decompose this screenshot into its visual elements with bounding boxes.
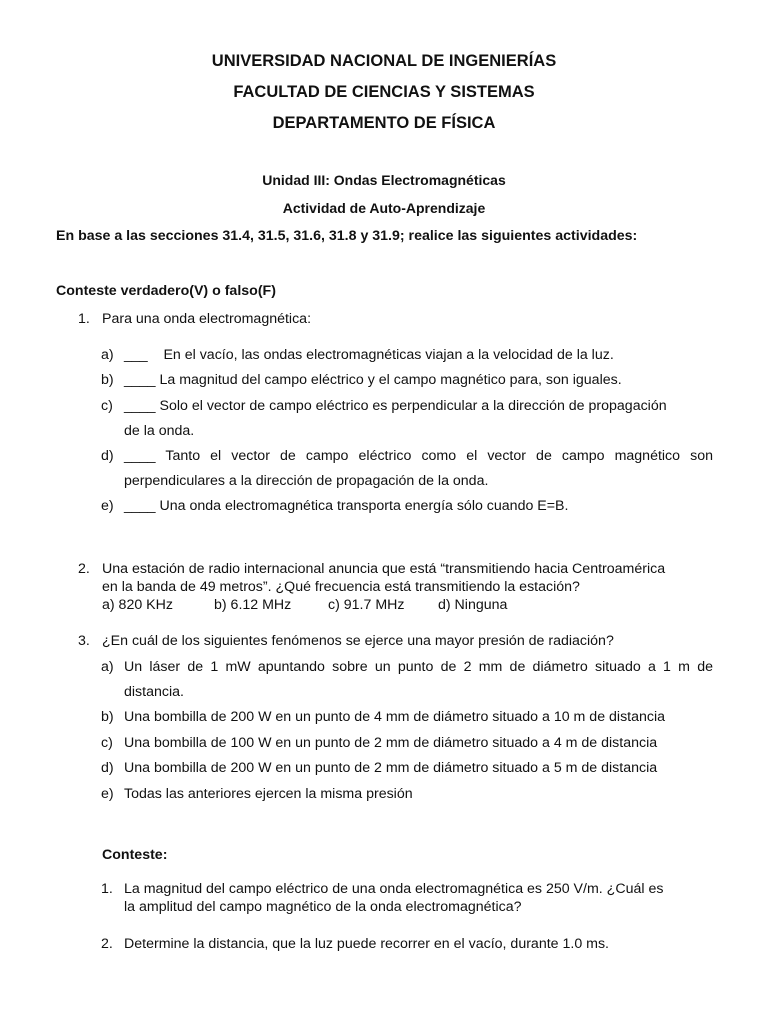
- q3-item-b-label: b): [101, 709, 114, 725]
- q2-option-a: a) 820 KHz: [102, 597, 173, 613]
- q1-item-b-label: b): [101, 372, 114, 388]
- q2-number: 2.: [78, 561, 90, 577]
- section1-title: Conteste verdadero(V) o falso(F): [56, 283, 276, 299]
- q1-text: Para una onda electromagnética:: [102, 311, 312, 327]
- q1-item-d-line1: ____ Tanto el vector de campo eléctrico como el vector de campo magnético son: [124, 448, 713, 464]
- university-title: UNIVERSIDAD NACIONAL DE INGENIERÍAS: [211, 52, 557, 70]
- faculty-title: FACULTAD DE CIENCIAS Y SISTEMAS: [233, 83, 535, 101]
- q3-item-c-label: c): [101, 735, 113, 751]
- q2-option-c: c) 91.7 MHz: [328, 597, 405, 613]
- s2-q2-line1: Determine la distancia, que la luz puede recorrer en el vacío, durante 1.0 ms.: [124, 936, 610, 952]
- q2-options: [102, 597, 507, 613]
- q1-item-a-label: a): [101, 347, 114, 363]
- q1-item-e-label: e): [101, 498, 114, 514]
- s2-q1-line1: La magnitud del campo eléctrico de una onda electromagnética es 250 V/m. ¿Cuál es: [124, 881, 664, 897]
- q3-item-a-label: a): [101, 659, 114, 675]
- q3-item-e-label: e): [101, 786, 114, 802]
- q3-item-d-label: d): [101, 760, 114, 776]
- unit-title: Unidad III: Ondas Electromagnéticas: [262, 172, 506, 188]
- q1-number: 1.: [78, 311, 90, 327]
- section2-title: Conteste:: [102, 847, 168, 863]
- q2-line2: en la banda de 49 metros”. ¿Qué frecuencia está transmitiendo la estación?: [102, 579, 580, 595]
- activity-title: Actividad de Auto-Aprendizaje: [282, 200, 486, 216]
- s2-q2-number: 2.: [101, 936, 113, 952]
- q3-number: 3.: [78, 633, 90, 649]
- q2-option-b: b) 6.12 MHz: [214, 597, 292, 613]
- q1-item-c-line1: ____ Solo el vector de campo eléctrico es perpendicular a la dirección de propagación: [124, 398, 667, 414]
- instructions: En base a las secciones 31.4, 31.5, 31.6, 31.8 y 31.9; realice las siguientes actividades:: [56, 228, 638, 244]
- q1-item-a: ___ En el vacío, las ondas electromagnéticas viajan a la velocidad de la luz.: [124, 347, 614, 363]
- q1-item-e: ____ Una onda electromagnética transporta energía sólo cuando E=B.: [124, 498, 569, 514]
- q1-item-d-label: d): [101, 448, 114, 464]
- department-title: DEPARTAMENTO DE FÍSICA: [272, 114, 496, 132]
- q3-item-b: Una bombilla de 200 W en un punto de 4 mm de diámetro situado a 10 m de distancia: [124, 709, 666, 725]
- q2-option-d: d) Ninguna: [438, 597, 508, 613]
- q1-item-c-line2: de la onda.: [124, 423, 195, 439]
- q1-item-b: ____ La magnitud del campo eléctrico y el campo magnético para, son iguales.: [124, 372, 622, 388]
- q3-text: ¿En cuál de los siguientes fenómenos se ejerce una mayor presión de radiación?: [102, 633, 614, 649]
- s2-q1-line2: la amplitud del campo magnético de la onda electromagnética?: [124, 899, 522, 915]
- q1-item-c-label: c): [101, 398, 113, 414]
- q3-item-e: Todas las anteriores ejercen la misma presión: [124, 786, 413, 802]
- q3-item-c: Una bombilla de 100 W en un punto de 2 mm de diámetro situado a 4 m de distancia: [124, 735, 658, 751]
- q1-item-d-line2: perpendiculares a la dirección de propagación de la onda.: [124, 473, 489, 489]
- q3-item-a-line1: Un láser de 1 mW apuntando sobre un punto de 2 mm de diámetro situado a 1 m de: [124, 659, 713, 675]
- q3-item-d: Una bombilla de 200 W en un punto de 2 mm de diámetro situado a 5 m de distancia: [124, 760, 658, 776]
- s2-q1-number: 1.: [101, 881, 113, 897]
- q3-item-a-line2: distancia.: [124, 684, 184, 700]
- q2-line1: Una estación de radio internacional anuncia que está “transmitiendo hacia Centroamérica: [102, 561, 666, 577]
